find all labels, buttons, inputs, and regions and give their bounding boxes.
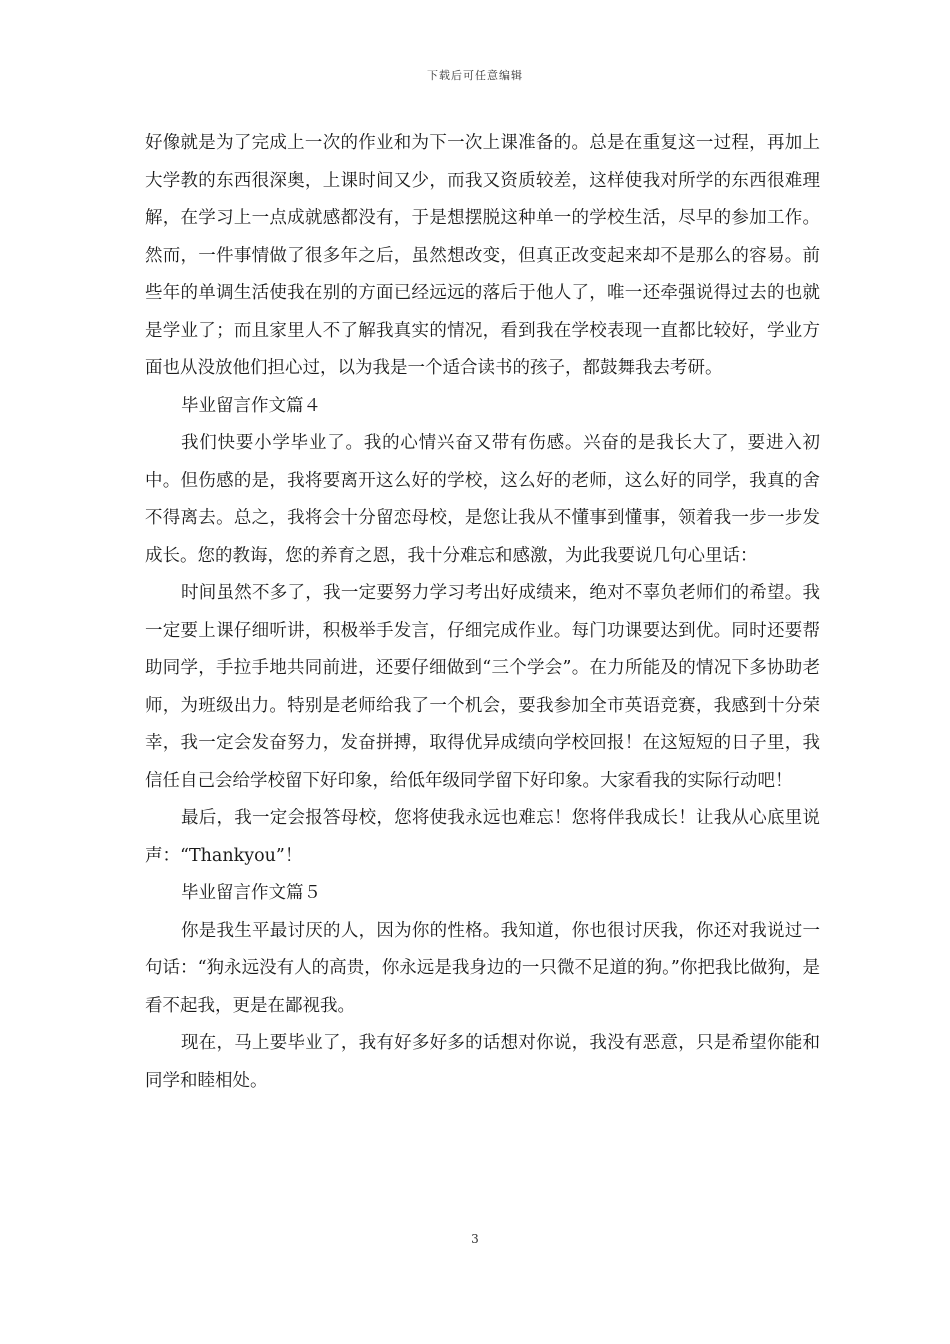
- page-header: [0, 67, 950, 83]
- section-heading-5: 毕业留言作文篇５: [181, 883, 321, 903]
- paragraph-4: 最后，我一定会报答母校，您将使我永远也难忘！您将伴我成长！让我从心底里说声：“Thankyou”！: [145, 808, 820, 866]
- document-body: [145, 125, 820, 1100]
- header-text: 下载后可任意编辑: [427, 69, 523, 82]
- paragraph-3: 时间虽然不多了，我一定要努力学习考出好成绩来，绝对不辜负老师们的希望。我一定要上课仔细听讲，积极举手发言，仔细完成作业。每门功课要达到优。同时还要帮助同学，手拉手地共同前进，还要仔细做到“三个学会”。在力所能及的情况下多协助老师，为班级出力。特别是老师给我了一个机会，要我参加全市英语竞赛，我感到十分荣幸，我一定会发奋努力，发奋拼搏，取得优异成绩向学校回报！在这短短的日子里，我信任自己会给学校留下好印象，给低年级同学留下好印象。大家看我的实际行动吧！: [145, 583, 820, 791]
- page-number: 3: [471, 1232, 479, 1246]
- paragraph-1: 好像就是为了完成上一次的作业和为下一次上课准备的。总是在重复这一过程，再加上大学教的东西很深奥，上课时间又少，而我又资质较差，这样使我对所学的东西很难理解，在学习上一点成就感都没有，于是想摆脱这种单一的学校生活，尽早的参加工作。然而，一件事情做了很多年之后，虽然想改变，但真正改变起来却不是那么的容易。前些年的单调生活使我在别的方面已经远远的落后于他人了，唯一还牵强说得过去的也就是学业了；而且家里人不了解我真实的情况，看到我在学校表现一直都比较好，学业方面也从没放他们担心过，以为我是一个适合读书的孩子，都鼓舞我去考研。: [145, 133, 820, 378]
- paragraph-6: 现在，马上要毕业了，我有好多好多的话想对你说，我没有恶意，只是希望你能和同学和睦相处。: [145, 1033, 820, 1091]
- paragraph-2: 我们快要小学毕业了。我的心情兴奋又带有伤感。兴奋的是我长大了，要进入初中。但伤感的是，我将要离开这么好的学校，这么好的老师，这么好的同学，我真的舍不得离去。总之，我将会十分留恋母校，是您让我从不懂事到懂事，领着我一步一步发成长。您的教诲，您的养育之恩，我十分难忘和感激，为此我要说几句心里话：: [145, 433, 820, 566]
- section-heading-4: 毕业留言作文篇４: [181, 395, 321, 416]
- paragraph-5: 你是我生平最讨厌的人，因为你的性格。我知道，你也很讨厌我，你还对我说过一句话：“狗永远没有人的高贵，你永远是我身边的一只微不足道的狗。”你把我比做狗，是看不起我，更是在鄙视我。: [145, 920, 820, 1016]
- page-footer: [0, 1232, 950, 1246]
